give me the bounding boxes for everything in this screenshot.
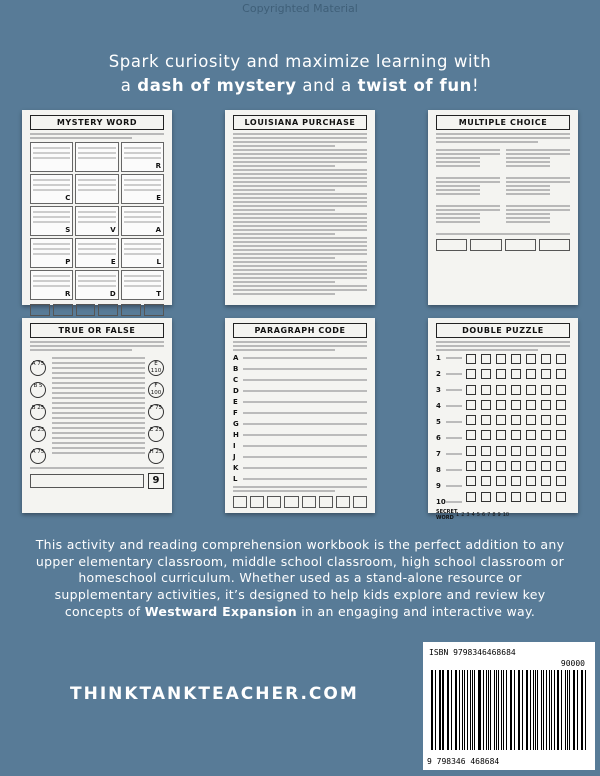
answer-circle: E 25 [148,426,164,442]
row-letter: A [233,354,239,362]
barcode-bar [561,670,562,750]
headline-bold-fun: twist of fun [357,76,473,95]
barcode-bar [435,670,436,750]
row-letter: F [233,409,238,417]
headline-line-2 [20,74,580,98]
row-letter: K [233,464,239,472]
cell-letter: D [109,290,116,298]
question-grid [436,147,570,229]
grid-cell [75,142,118,172]
grid-cell [121,206,164,236]
page-title: LOUISIANA PURCHASE [233,115,367,130]
answer-circle: F 75 [148,404,164,420]
cell-letter: R [155,162,161,170]
secret-digit: 7 [487,512,491,518]
barcode-bar [501,670,502,750]
secret-digit: 4 [471,512,475,518]
row-letter: E [233,398,238,406]
score-value: 9 [148,473,164,489]
copyright-notice: Copyrighted Material [242,2,358,15]
barcode-bar [474,670,475,750]
grid-cell [121,238,164,268]
grid-cell [75,174,118,204]
grid-cell [30,238,73,268]
grid-cell [30,142,73,172]
page-title: MYSTERY WORD [30,115,164,130]
grid-cell [75,206,118,236]
barcode-bar [451,670,452,750]
cell-letter: L [156,258,161,266]
row-letter: H [233,431,239,439]
description-text: in an engaging and interactive way. [296,603,536,619]
barcode-bar [511,670,512,750]
clue-number: 2 [436,370,441,378]
isbn-barcode [423,642,595,770]
barcode-bar [519,670,520,750]
page-title: DOUBLE PUZZLE [436,323,570,338]
mystery-grid [30,142,164,300]
page-title: MULTIPLE CHOICE [436,115,570,130]
clue-number: 3 [436,386,441,394]
grid-cell [30,174,73,204]
cell-letter: S [65,226,71,234]
paragraph-code-rows [225,354,375,483]
grid-cell [30,206,73,236]
website-url: THINKTANKTEACHER.COM [70,684,359,704]
sample-page-double-puzzle [428,318,578,521]
secret-digit: 9 [497,512,501,518]
row-letter: C [233,376,239,384]
answer-circle: F 100 [148,382,164,398]
row-letter: I [233,442,236,450]
answer-circle: B 5 [30,382,46,398]
true-false-rows [30,354,164,464]
secret-digit: 2 [461,512,465,518]
barcode-bar [503,670,504,750]
grid-cell [30,270,73,300]
secret-digit: 1 [456,512,460,518]
page-title: PARAGRAPH CODE [233,323,367,338]
barcode-bar [585,670,586,750]
barcode-bar [526,670,527,750]
barcode-bar [488,670,489,750]
cell-letter: A [155,226,161,234]
barcode-bar [448,670,449,750]
cell-letter: E [110,258,116,266]
answer-circle: E 110 [148,360,164,376]
barcode-bars [431,670,589,750]
barcode-bar [467,670,468,750]
grid-cell [121,142,164,172]
score-row [30,473,164,489]
cell-letter: C [65,194,71,202]
row-letter: J [233,453,236,461]
clue-number: 6 [436,434,441,442]
description-bold-topic: Westward Expansion [144,603,297,619]
barcode-bar [541,670,542,750]
answer-boxes [233,496,367,508]
description-paragraph [32,537,568,621]
description-text: This activity and reading comprehension workbook is the perfect addition to any upper elementary classroom, middle school classroom, high school classroom or homeschool curriculum. Whether used as a stand-alone resource or supplementary activities, it’s designed to help kids explore and review key concepts of [35,537,565,619]
barcode-bar [490,670,491,750]
cell-letter: R [64,290,71,298]
headline-text: and a [296,76,358,95]
barcode-bar [462,670,463,750]
barcode-bar [551,670,552,750]
sample-page-multiple-choice [428,110,578,305]
sample-page-paragraph-code [225,318,375,513]
barcode-number: 9 798346 468684 [427,757,500,766]
text-line [30,133,164,135]
barcode-bar [533,670,534,750]
cell-letter: E [156,194,161,202]
row-letter: G [233,420,239,428]
headline-text: ! [472,76,480,95]
secret-word-label: SECRET WORD [436,509,458,521]
answer-circle: A 75 [30,360,46,376]
clue-number: 1 [436,354,441,362]
secret-word-row [436,509,570,521]
secret-digit: 10 [502,512,510,518]
cell-letter: T [156,290,161,298]
clue-number: 7 [436,450,441,458]
isbn-text: ISBN 9798346468684 [429,648,516,657]
answer-circle: G 25 [30,426,46,442]
sample-page-mystery-word [22,110,172,305]
answer-circle: H 25 [148,448,164,464]
headline-line-1: Spark curiosity and maximize learning with [108,52,492,71]
page-title: TRUE OR FALSE [30,323,164,338]
double-puzzle-body [436,354,570,506]
headline-text: a [120,76,138,95]
clue-number: 8 [436,466,441,474]
barcode-bar [442,670,443,750]
headline [20,50,580,98]
grid-cell [75,238,118,268]
reading-passage [225,133,375,295]
grid-cell [121,270,164,300]
clue-number: 9 [436,482,441,490]
barcode-bar [577,670,578,750]
clue-number: 4 [436,402,441,410]
grid-cell [75,270,118,300]
cell-letter: V [110,226,116,234]
answer-circle: A 75 [30,448,46,464]
secret-digit: 5 [476,512,480,518]
row-letter: B [233,365,239,373]
secret-digit: 8 [492,512,496,518]
answer-circle: B 25 [30,404,46,420]
barcode-bar [543,670,544,750]
letter-grid [466,354,570,506]
answer-boxes [30,304,164,316]
barcode-bar [573,670,574,750]
secret-digit: 6 [481,512,486,518]
row-letter: L [233,475,238,483]
cell-letter: P [65,258,71,266]
secret-digit: 3 [466,512,470,518]
text-line [30,137,132,139]
headline-bold-mystery: dash of mystery [137,76,297,95]
clue-number: 5 [436,418,441,426]
sample-page-true-or-false [22,318,172,513]
price-code: 90000 [560,659,585,668]
answer-boxes [436,239,570,251]
row-letter: D [233,387,239,395]
clue-number: 10 [436,498,446,506]
sample-page-louisiana-purchase [225,110,375,305]
grid-cell [121,174,164,204]
barcode-bar [565,670,566,750]
barcode-bar [479,670,480,750]
